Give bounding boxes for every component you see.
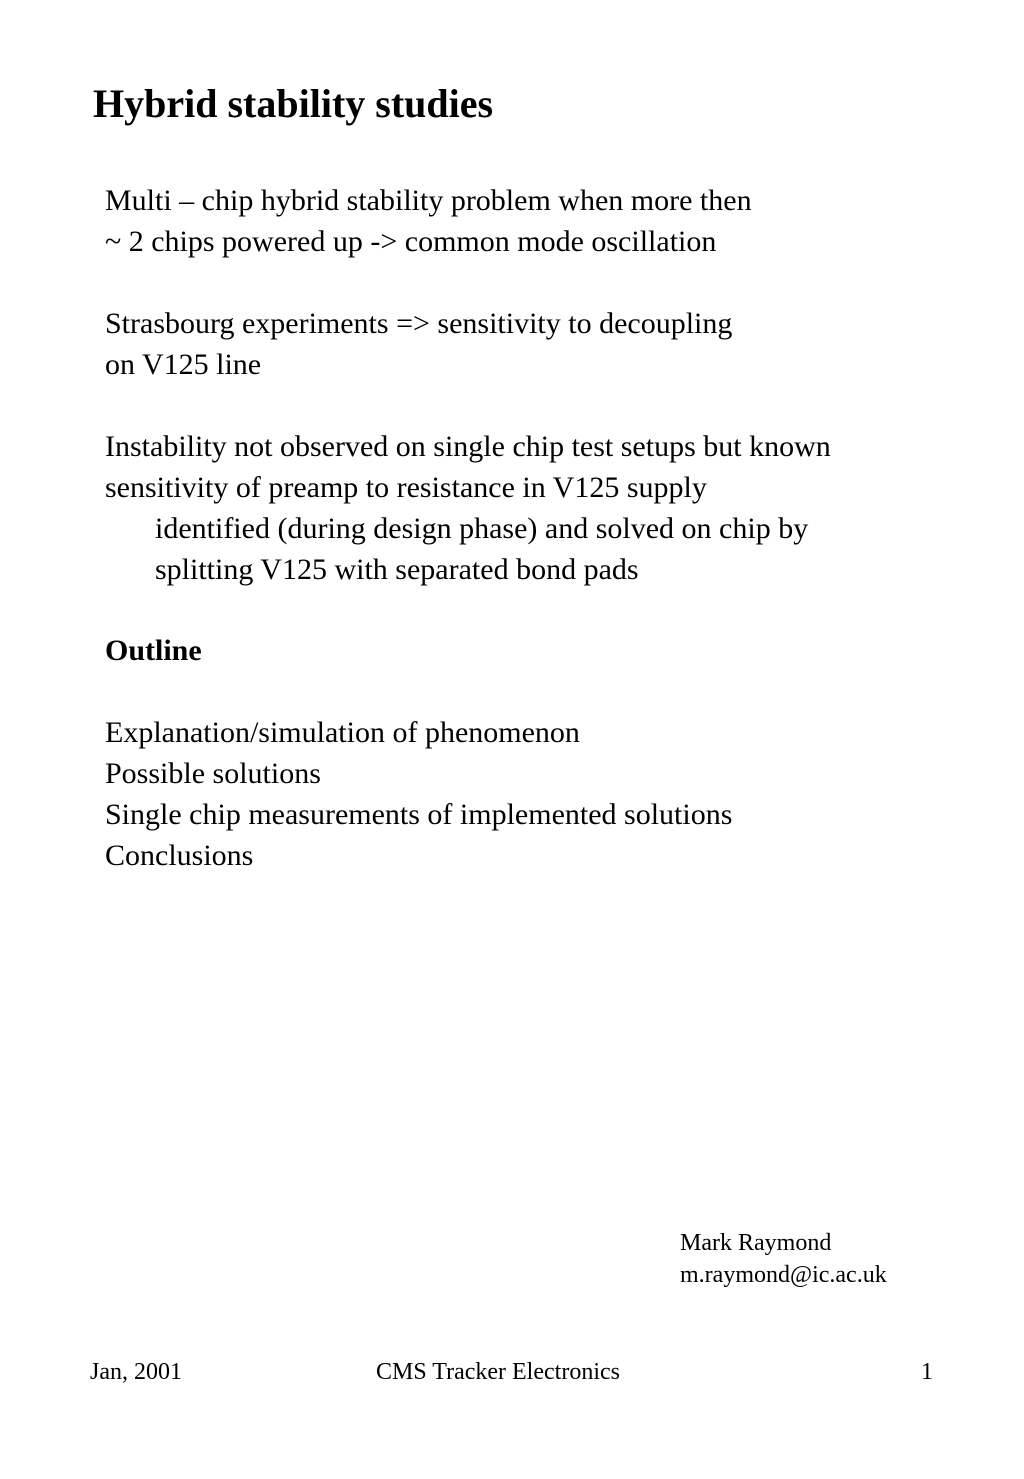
list-item: Conclusions (105, 839, 254, 872)
list-item: Explanation/simulation of phenomenon (105, 716, 580, 749)
text-line: splitting V125 with separated bond pads (155, 553, 639, 586)
text-line: ~ 2 chips powered up -> common mode oscillation (105, 225, 717, 258)
text-line: sensitivity of preamp to resistance in V125 supply (105, 471, 707, 504)
page-title: Hybrid stability studies (93, 81, 494, 126)
footer-title: CMS Tracker Electronics (376, 1359, 620, 1385)
page-number: 1 (921, 1359, 933, 1385)
text-line: on V125 line (105, 348, 262, 381)
footer-date: Jan, 2001 (90, 1359, 182, 1385)
outline-heading: Outline (105, 634, 202, 667)
text-line: Strasbourg experiments => sensitivity to decoupling (105, 307, 733, 340)
text-line: Instability not observed on single chip test setups but known (105, 430, 831, 463)
text-line: Multi – chip hybrid stability problem when more then (105, 184, 752, 217)
author-email: m.raymond@ic.ac.uk (680, 1262, 887, 1288)
list-item: Single chip measurements of implemented solutions (105, 798, 733, 831)
list-item: Possible solutions (105, 757, 321, 790)
text-line: identified (during design phase) and solved on chip by (155, 512, 809, 545)
author-name: Mark Raymond (680, 1230, 832, 1256)
